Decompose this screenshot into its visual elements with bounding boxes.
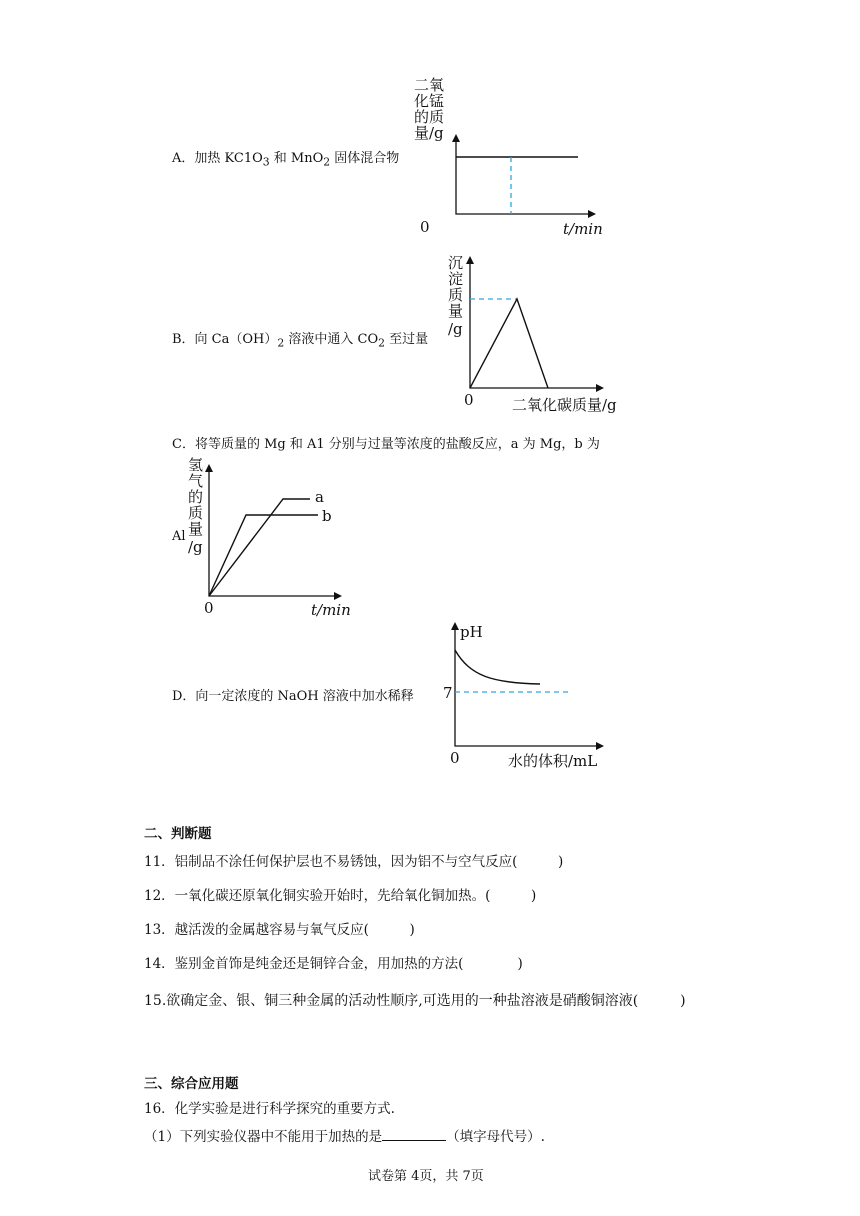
- chart-c-xlabel: t/min: [311, 601, 351, 619]
- chart-c-label-b: b: [322, 507, 332, 525]
- question-16-1: （1）下列实验仪器中不能用于加热的是 （填字母代号）.: [144, 1129, 545, 1145]
- chart-b-ylabel-5: /g: [448, 320, 463, 338]
- chart-d-series: [455, 650, 540, 684]
- chart-c-ylabel-2: 气: [188, 472, 204, 490]
- chart-a-ylabel-3: 的质: [414, 108, 445, 126]
- chart-a-ylabel-2: 化锰: [414, 92, 445, 110]
- question-14: 14．鉴别金首饰是纯金还是铜锌合金，用加热的方法( ): [144, 956, 523, 972]
- chart-d-ylabel: pH: [460, 623, 483, 641]
- chart-d-x-arrow: [596, 742, 604, 750]
- option-c-continuation: Al: [172, 529, 186, 544]
- chart-c-ylabel-5: 量: [188, 520, 204, 538]
- question-11: 11．铝制品不涂任何保护层也不易锈蚀，因为铝不与空气反应( ): [144, 854, 564, 870]
- chart-d-xlabel: 水的体积/mL: [508, 752, 598, 770]
- chart-c-ylabel-4: 质: [188, 504, 204, 522]
- option-a: A．加热 $KC1O_3$ 和 MnO$_2$ 固体混合物: [172, 151, 400, 169]
- chart-b-origin: 0: [464, 391, 474, 409]
- chart-b-ylabel-3: 质: [448, 286, 464, 304]
- chart-a-origin: 0: [420, 218, 430, 236]
- page-footer: 试卷第 4页，共 7页: [368, 1169, 484, 1184]
- option-b: B．向 $Ca(OH)_2$ 溶液中通入 $CO_2$ 至过量: [172, 332, 429, 350]
- question-15: 15.欲确定金、银、铜三种金属的活动性顺序,可选用的一种盐溶液是硝酸铜溶液( ): [144, 993, 686, 1009]
- chart-d-axes: [455, 628, 598, 746]
- chart-c-label-a: a: [315, 488, 324, 506]
- question-16: 16．化学实验是进行科学探究的重要方式.: [144, 1101, 395, 1117]
- chart-b-ylabel-1: 沉: [448, 254, 464, 272]
- chart-c-origin: 0: [204, 599, 214, 617]
- chart-b-xlabel: 二氧化碳质量/g: [512, 396, 617, 414]
- chart-d-tick-7: 7: [443, 684, 453, 702]
- chart-a-xlabel: t/min: [563, 220, 603, 238]
- chart-a-ylabel-1: 二氧: [414, 76, 445, 94]
- question-13: 13．越活泼的金属越容易与氧气反应( ): [144, 922, 415, 938]
- answer-blank[interactable]: [382, 1127, 446, 1141]
- chart-d-origin: 0: [450, 749, 460, 767]
- chart-d-y-arrow: [451, 622, 459, 630]
- chart-c-ylabel-1: 氢: [188, 456, 204, 474]
- question-12: 12．一氧化碳还原氧化铜实验开始时，先给氧化铜加热。( ): [144, 888, 537, 904]
- chart-a-ylabel-4: 量/g: [414, 124, 444, 142]
- chart-c-ylabel-3: 的: [188, 488, 204, 506]
- chart-b-ylabel-2: 淀: [448, 270, 464, 288]
- chart-c-ylabel-6: /g: [188, 538, 203, 556]
- option-d: D．向一定浓度的 NaOH 溶液中加水稀释: [172, 689, 414, 704]
- section-3-title: 三、综合应用题: [144, 1076, 239, 1092]
- option-c: C．将等质量的 Mg 和 A1 分别与过量等浓度的盐酸反应，a 为 Mg，b 为: [172, 437, 600, 452]
- chart-b-ylabel-4: 量: [448, 302, 464, 320]
- section-2-title: 二、判断题: [144, 826, 212, 842]
